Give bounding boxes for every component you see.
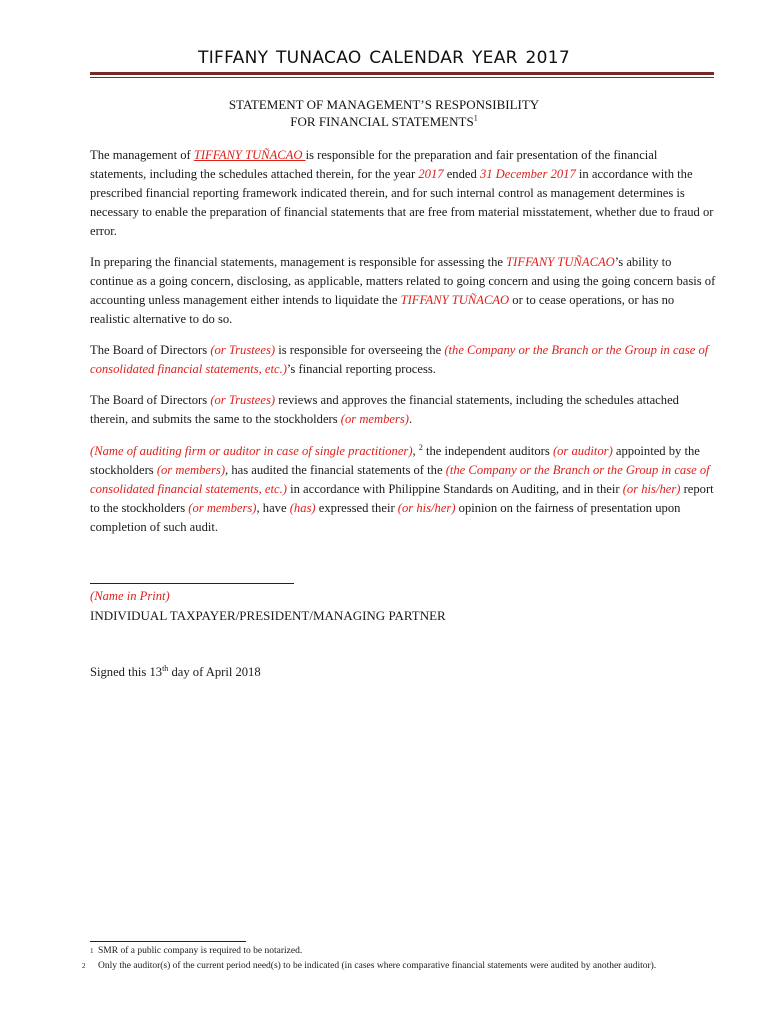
statement-title xyxy=(0,96,768,130)
footnote-ref-2: 2 xyxy=(418,442,423,452)
date-placeholder: 31 December 2017 xyxy=(479,167,576,181)
signature-line xyxy=(90,583,294,584)
company-name-placeholder: TIFFANY TUÑACAO xyxy=(400,293,510,307)
signatory-role: INDIVIDUAL TAXPAYER/PRESIDENT/MANAGING PARTNER xyxy=(90,608,446,623)
statement-title-line1: STATEMENT OF MANAGEMENT’S RESPONSIBILITY xyxy=(228,97,540,112)
header-rule-thin xyxy=(90,77,714,78)
company-name-placeholder: TIFFANY TUÑACAO xyxy=(193,148,306,162)
paragraph-management-responsibility: The management of TIFFANY TUÑACAO is responsible for the preparation and fair presentation of the financial statements, including the schedules attached therein, for the year 2017 ended 31 December 2017 in accordance with the prescribed financial reporting framework indicated therein, and for such internal control as management determines is necessary to enable the preparation of financial statements that are free from material misstatement, whether due to fraud or error. xyxy=(90,148,714,238)
footnote-1: 1 SMR of a public company is required to be notarized. xyxy=(90,946,303,956)
company-name-placeholder: TIFFANY TUÑACAO xyxy=(506,255,615,269)
footnote-2: 2 Only the auditor(s) of the current period need(s) to be indicated (in cases where comparative financial statements were audited by another auditor). xyxy=(82,961,657,971)
paragraph-auditors: (Name of auditing firm or auditor in case of single practitioner), $^2$ the independent auditors (or auditor) appointed by the stockholders (or members), has audited the financial statements of the (the Company or the Branch or the Group in case of consolidated financial statements, etc.) in accordance with Philippine Standards on Auditing, and in their (or his/her) report to the stockholders (or members), have (has) expressed their (or his/her) opinion on the fairness of presentation upon completion of such audit. xyxy=(90,442,714,534)
statement-title-line2: FOR FINANCIAL STATEMENTS$^1$ xyxy=(290,113,478,129)
footnote-separator xyxy=(90,941,246,942)
paragraph-board-approval: The Board of Directors (or Trustees) reviews and approves the financial statements, including the schedules attached therein, and submits the same to the stockholders (or members). xyxy=(90,393,679,426)
signed-date: Signed this 13th day of April 2018 xyxy=(90,663,261,679)
document-header-title: TIFFANY TUNACAO CALENDAR YEAR 2017 xyxy=(198,48,570,68)
year-placeholder: 2017 xyxy=(418,167,444,181)
name-in-print-placeholder: (Name in Print) xyxy=(90,589,170,603)
auditor-name-placeholder: (Name of auditing firm or auditor in case of single practitioner) xyxy=(90,444,413,458)
paragraph-going-concern: In preparing the financial statements, management is responsible for assessing the TIFFANY TUÑACAO’s ability to continue as a going concern, disclosing, as applicable, matters related to going concern and using the going concern basis of accounting unless management either intends to liquidate the TIFFANY TUÑACAO or to cease operations, or has no realistic alternative to do so. xyxy=(90,255,716,326)
footnote-ref-1: 1 xyxy=(473,113,478,123)
paragraph-board-oversight: The Board of Directors (or Trustees) is responsible for overseeing the (the Company or the Branch or the Group in case of consolidated financial statements, etc.)’s financial reporting process. xyxy=(90,343,709,376)
header-rule-thick xyxy=(90,72,714,75)
